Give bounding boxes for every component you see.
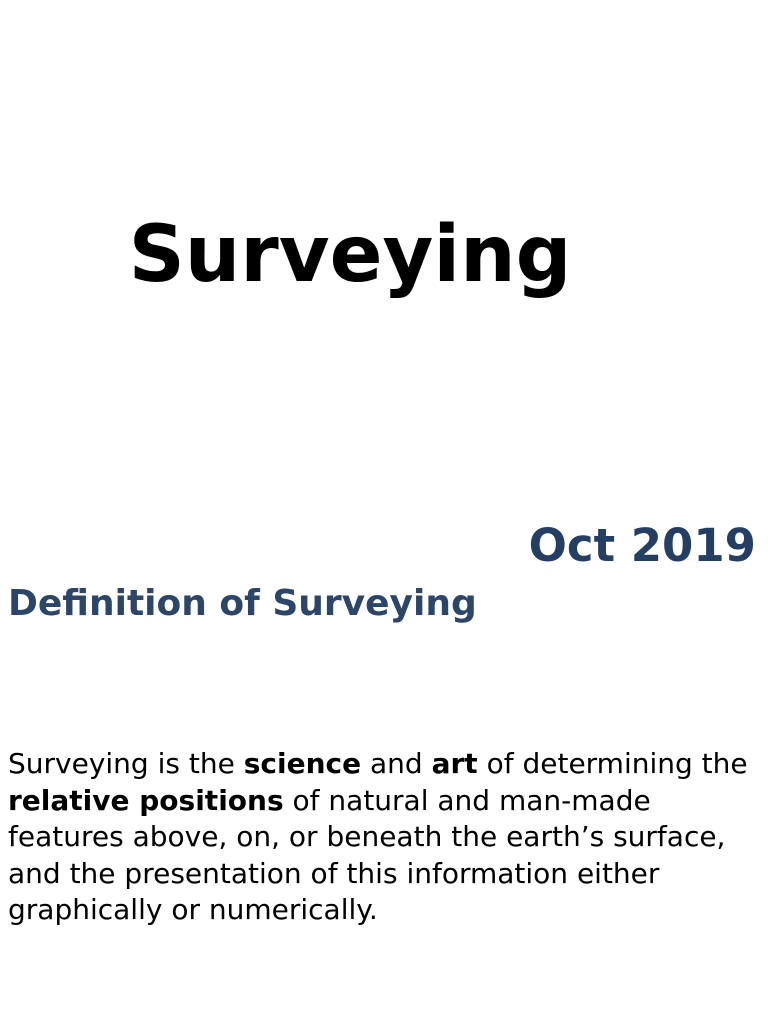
- section-heading: Definition of Surveying: [8, 583, 477, 624]
- definition-bold-art: art: [431, 747, 478, 780]
- definition-text-3: of determining the: [477, 747, 748, 780]
- definition-text-4: of natural and man-made features above, on, or beneath the earth’s surface, and the presentation of this information either graphically or numerically.: [8, 783, 726, 926]
- definition-paragraph: [8, 746, 764, 929]
- definition-text-2: and: [361, 747, 432, 780]
- definition-text-1: Surveying is the: [8, 747, 244, 780]
- slide-title: Surveying: [128, 210, 572, 300]
- date-label: Oct 2019: [528, 519, 756, 572]
- definition-bold-science: science: [243, 747, 362, 780]
- definition-bold-relative-positions: relative positions: [8, 783, 284, 817]
